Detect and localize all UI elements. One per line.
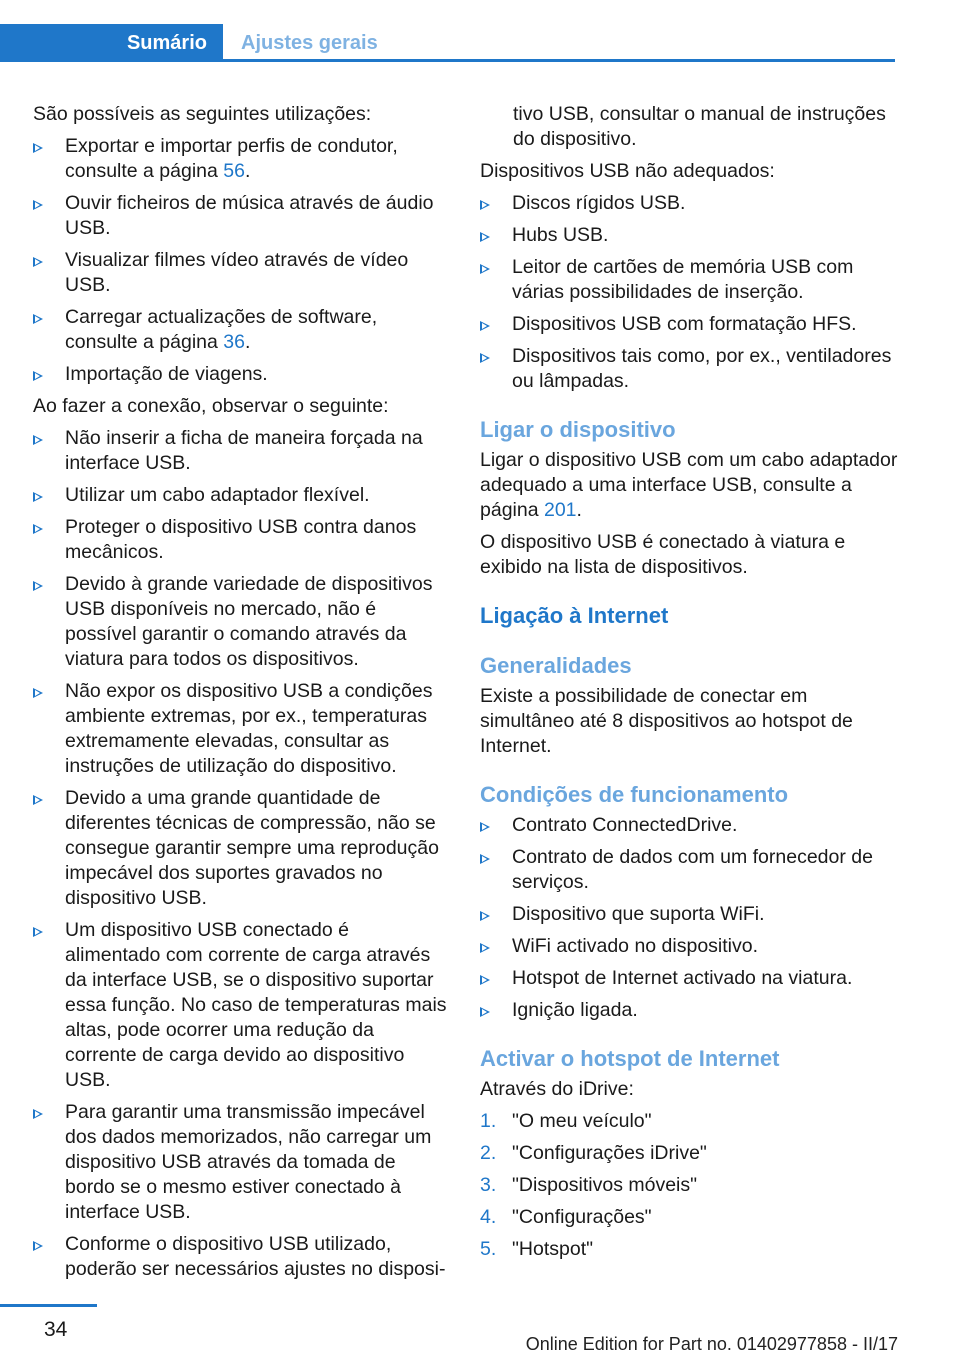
list-item: Para garantir uma transmissão impecável dos dados memorizados, não carregar um dispositivo USB através da tomada de bordo se o mesmo estiver conectado à interface USB. — [33, 1100, 448, 1225]
internet-heading: Ligação à Internet — [480, 603, 669, 628]
list-item: Devido à grande variedade de dispositivos USB disponíveis no mercado, não é possível garantir o comando através da viatura para todos os dispositivos. — [33, 572, 448, 672]
triangle-bullet-icon — [33, 257, 43, 267]
list-item: WiFi activado no dispositivo. — [480, 934, 898, 959]
general-text: Existe a possibilidade de conectar em simultâneo até 8 dispositivos ao hotspot de Internet. — [480, 685, 853, 757]
triangle-bullet-icon — [33, 492, 43, 502]
triangle-bullet-icon — [33, 435, 43, 445]
steps-list — [480, 1109, 898, 1262]
triangle-bullet-icon — [480, 911, 490, 921]
step-item: 5. "Hotspot" — [480, 1238, 594, 1260]
conditions-heading: Condições de funcionamento — [480, 782, 789, 807]
triangle-bullet-icon — [33, 927, 43, 937]
page-link[interactable]: 201 — [543, 499, 577, 521]
triangle-bullet-icon — [33, 524, 43, 534]
connect-text-2: O dispositivo USB é conectado à viatura e exibido na lista de dispositivos. — [480, 531, 846, 578]
list-item: Discos rígidos USB. — [480, 191, 898, 216]
triangle-bullet-icon — [33, 143, 43, 153]
header-bar — [0, 24, 895, 62]
triangle-bullet-icon — [33, 371, 43, 381]
list-item: Contrato ConnectedDrive. — [480, 813, 898, 838]
step-number: 4. — [480, 1206, 497, 1228]
step-number: 3. — [480, 1174, 497, 1196]
triangle-bullet-icon — [33, 1109, 43, 1119]
connect-heading: Ligar o dispositivo — [480, 417, 676, 442]
triangle-bullet-icon — [33, 314, 43, 324]
list-item: Hotspot de Internet activado na viatura. — [480, 966, 898, 991]
continuation-text: tivo USB, consultar o manual de instruções do dispositivo. — [513, 103, 886, 150]
hotspot-heading: Activar o hotspot de Internet — [480, 1046, 780, 1071]
conditions-list — [480, 813, 898, 1023]
triangle-bullet-icon — [480, 200, 490, 210]
list-item: Dispositivos USB com formatação HFS. — [480, 312, 898, 337]
triangle-bullet-icon — [33, 200, 43, 210]
triangle-bullet-icon — [480, 943, 490, 953]
list-item: Proteger o dispositivo USB contra danos mecânicos. — [33, 515, 448, 565]
step-item: 1. "O meu veículo" — [480, 1110, 652, 1132]
list-item: Exportar e importar perfis de condutor, consulte a página 56. — [33, 134, 448, 184]
uses-list — [33, 134, 448, 387]
header-rule — [0, 59, 895, 62]
list-item: Utilizar um cabo adaptador flexível. — [33, 483, 448, 508]
footer-rule — [0, 1304, 97, 1307]
notes-intro: Ao fazer a conexão, observar o seguinte: — [33, 395, 389, 417]
uses-intro: São possíveis as seguintes utilizações: — [33, 103, 372, 125]
triangle-bullet-icon — [480, 353, 490, 363]
step-number: 2. — [480, 1142, 497, 1164]
unsuitable-intro: Dispositivos USB não adequados: — [480, 160, 775, 182]
list-item: Importação de viagens. — [33, 362, 448, 387]
general-heading: Generalidades — [480, 653, 632, 678]
page-link[interactable]: 56 — [223, 160, 245, 182]
list-item: Ouvir ficheiros de música através de áudio USB. — [33, 191, 448, 241]
notes-list — [33, 426, 448, 1282]
triangle-bullet-icon — [480, 854, 490, 864]
list-item: Dispositivos tais como, por ex., ventiladores ou lâmpadas. — [480, 344, 898, 394]
triangle-bullet-icon — [480, 975, 490, 985]
triangle-bullet-icon — [480, 264, 490, 274]
list-item: Conforme o dispositivo USB utilizado, poderão ser necessários ajustes no disposi- — [33, 1232, 448, 1282]
edition-text: Online Edition for Part no. 01402977858 - II/17 — [525, 1334, 898, 1354]
triangle-bullet-icon — [480, 321, 490, 331]
step-item: 4. "Configurações" — [480, 1206, 652, 1228]
list-item: Dispositivo que suporta WiFi. — [480, 902, 898, 927]
list-item: Devido a uma grande quantidade de diferentes técnicas de compressão, não se consegue garantir sempre uma reprodução impecável dos suportes gravados no dispositivo USB. — [33, 786, 448, 911]
list-item: Não expor os dispositivo USB a condições ambiente extremas, por ex., temperaturas extremamente elevadas, consultar as instruções de utilização do dispositivo. — [33, 679, 448, 779]
triangle-bullet-icon — [33, 795, 43, 805]
unsuitable-list — [480, 191, 898, 394]
connect-text: Ligar o dispositivo USB com um cabo adaptador adequado a uma interface USB, consulte a página 201. — [480, 449, 898, 521]
list-item: Leitor de cartões de memória USB com várias possibilidades de inserção. — [480, 255, 898, 305]
list-item: Carregar actualizações de software, consulte a página 36. — [33, 305, 448, 355]
list-item: Contrato de dados com um fornecedor de serviços. — [480, 845, 898, 895]
step-item: 3. "Dispositivos móveis" — [480, 1174, 698, 1196]
tab-ajustes-gerais[interactable]: Ajustes gerais — [241, 31, 378, 54]
triangle-bullet-icon — [33, 688, 43, 698]
hotspot-intro: Através do iDrive: — [480, 1078, 634, 1100]
right-column — [480, 102, 898, 1269]
page-link[interactable]: 36 — [223, 331, 245, 353]
tab-sumario[interactable]: Sumário — [0, 24, 223, 62]
triangle-bullet-icon — [33, 581, 43, 591]
list-item: Ignição ligada. — [480, 998, 898, 1023]
triangle-bullet-icon — [480, 822, 490, 832]
triangle-bullet-icon — [33, 1241, 43, 1251]
triangle-bullet-icon — [480, 232, 490, 242]
list-item: Visualizar filmes vídeo através de vídeo USB. — [33, 248, 448, 298]
left-column — [33, 102, 448, 1289]
step-item: 2. "Configurações iDrive" — [480, 1142, 707, 1164]
page-number: 34 — [44, 1318, 68, 1341]
step-number: 1. — [480, 1110, 497, 1132]
list-item: Um dispositivo USB conectado é alimentado com corrente de carga através da interface USB, se o dispositivo suportar essa função. No caso de temperaturas mais altas, pode ocorrer uma redução da corrente de carga devido ao dispositivo USB. — [33, 918, 448, 1093]
step-number: 5. — [480, 1238, 497, 1260]
triangle-bullet-icon — [480, 1007, 490, 1017]
list-item: Hubs USB. — [480, 223, 898, 248]
list-item: Não inserir a ficha de maneira forçada na interface USB. — [33, 426, 448, 476]
